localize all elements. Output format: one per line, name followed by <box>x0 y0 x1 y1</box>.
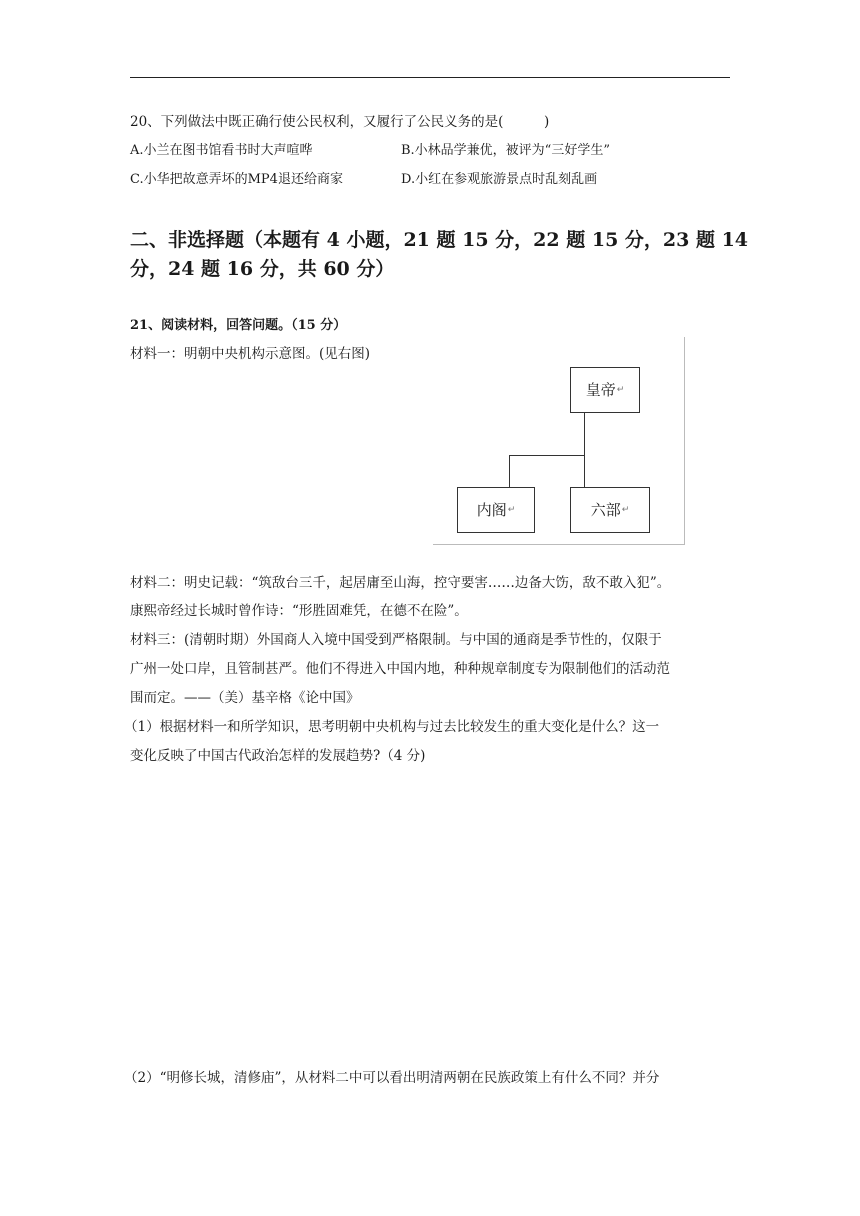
q20-stem: 20、下列做法中既正确行使公民权利，又履行了公民义务的是( ) <box>130 114 550 130</box>
diagram-connector-left <box>509 455 510 488</box>
q21-title: 21、阅读材料，回答问题。（15 分） <box>130 318 347 333</box>
q20-option-d: D.小红在参观旅游景点时乱刻乱画 <box>401 172 598 187</box>
section2-heading-line1: 二、非选择题（本题有 4 小题，21 题 15 分，22 题 15 分，23 题 14 <box>130 229 749 251</box>
q21-material2-line1: 材料二：明史记载：“筑敌台三千，起居庸至山海，控守要害……边备大饬，敌不敢入犯”。 <box>130 575 671 591</box>
diagram-connector-horizontal <box>509 455 585 456</box>
q21-material3-line3: 围而定。——（美）基辛格《论中国》 <box>130 690 360 706</box>
q21-material3-line1: 材料三：(清朝时期）外国商人入境中国受到严格限制。与中国的通商是季节性的，仅限于 <box>130 632 662 648</box>
q21-material3-line2: 广州一处口岸，且管制甚严。他们不得进入中国内地，种种规章制度专为限制他们的活动范 <box>130 661 670 677</box>
q20-option-a: A.小兰在图书馆看书时大声喧哗 <box>130 143 313 158</box>
diagram-box-emperor <box>570 367 640 413</box>
q20-option-c: C.小华把故意弄坏的MP4退还给商家 <box>130 172 343 187</box>
q20-option-b: B.小林品学兼优，被评为“三好学生” <box>401 143 610 158</box>
diagram-label-emperor: 皇帝 <box>585 381 616 399</box>
diagram-frame-right <box>684 337 685 545</box>
return-mark-icon: ↵ <box>621 505 630 515</box>
diagram-label-cabinet: 内阁 <box>476 501 507 519</box>
diagram-frame-bottom <box>433 544 685 545</box>
q21-question1-line2: 变化反映了中国古代政治怎样的发展趋势?（4 分) <box>130 748 426 764</box>
diagram-label-six-ministries: 六部 <box>590 501 621 519</box>
section2-heading-line2: 分，24 题 16 分，共 60 分） <box>130 258 395 280</box>
q21-question2-line1: （2）“明修长城，清修庙”，从材料二中可以看出明清两朝在民族政策上有什么不同？并分 <box>124 1070 660 1086</box>
ming-central-organization-diagram <box>433 337 685 545</box>
diagram-box-six-ministries <box>570 487 650 533</box>
diagram-connector-vertical <box>584 412 585 487</box>
diagram-box-cabinet <box>457 487 535 533</box>
return-mark-icon: ↵ <box>507 505 516 515</box>
return-mark-icon: ↵ <box>616 385 625 395</box>
q21-material1: 材料一：明朝中央机构示意图。(见右图) <box>130 346 371 362</box>
header-rule <box>130 77 730 78</box>
q21-material2-line2: 康熙帝经过长城时曾作诗：“形胜固难凭，在德不在险”。 <box>130 603 468 619</box>
q21-question1-line1: （1）根据材料一和所学知识，思考明朝中央机构与过去比较发生的重大变化是什么？这一 <box>124 719 660 735</box>
